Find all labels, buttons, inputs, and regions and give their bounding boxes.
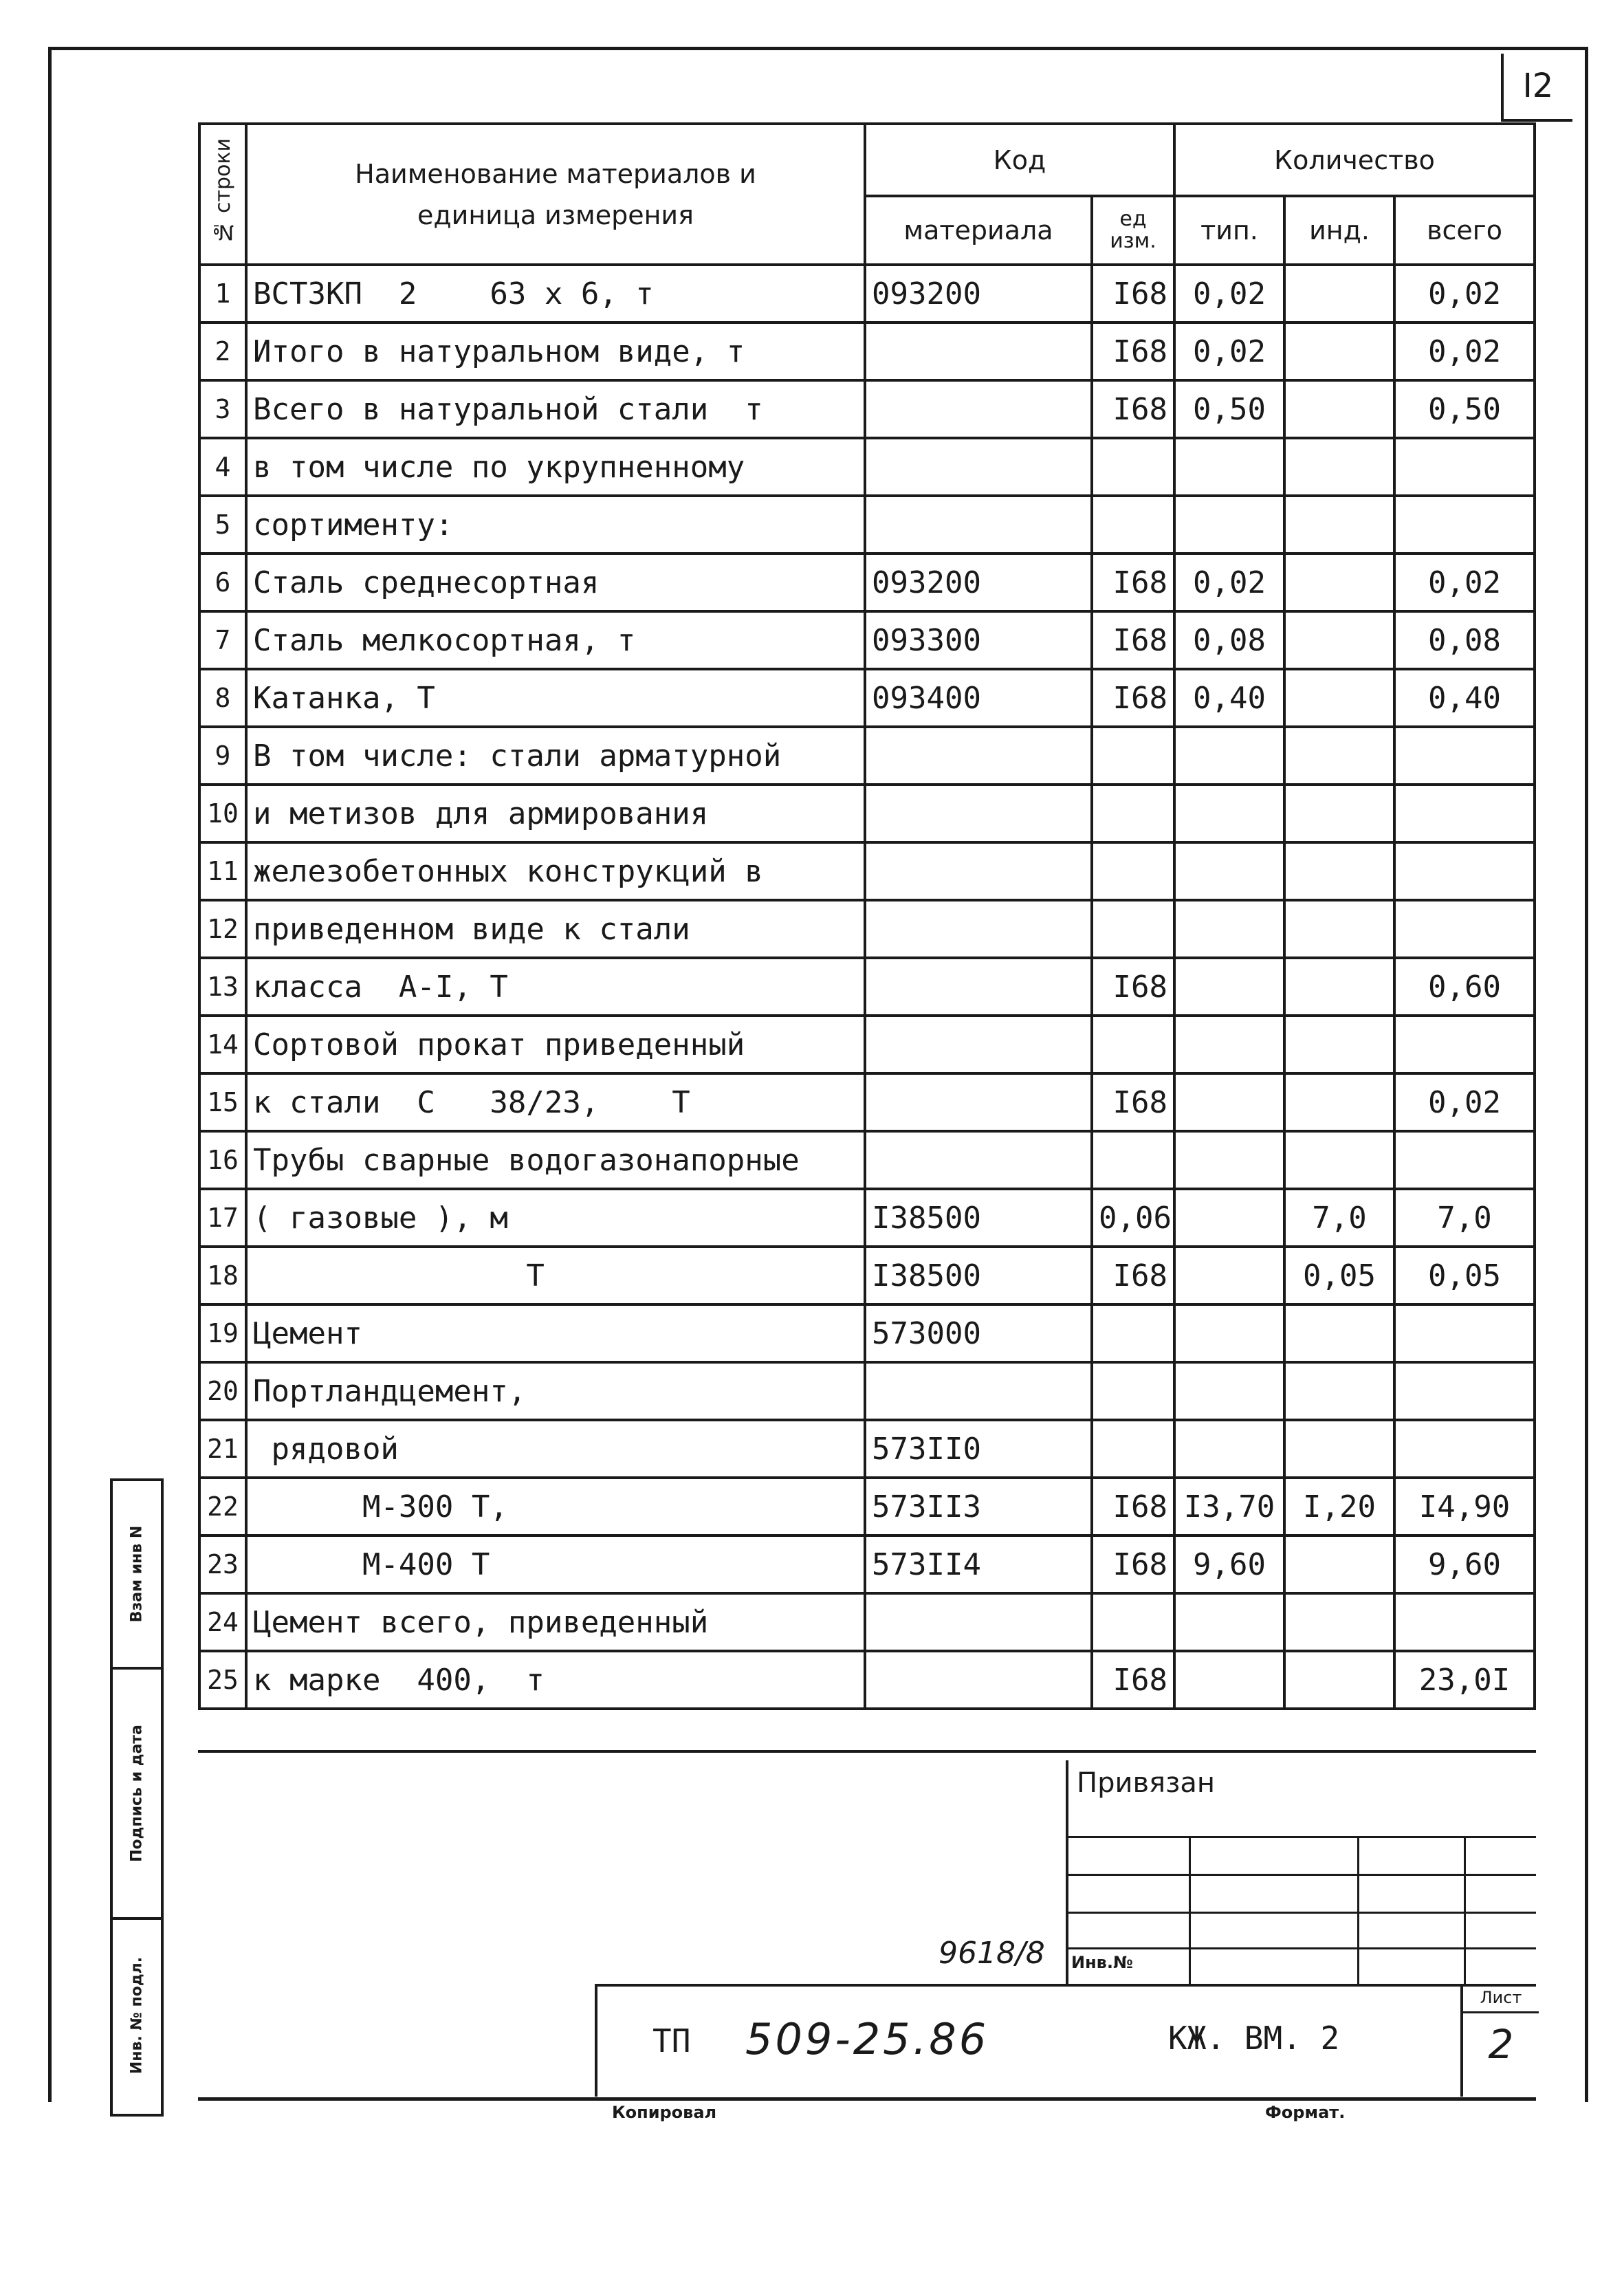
title-block <box>595 1984 1536 2097</box>
materials-table <box>198 122 1536 1710</box>
row-qty-typ <box>1174 900 1284 958</box>
row-qty-total: 0,05 <box>1394 1247 1535 1304</box>
frame-bottom-line <box>198 2097 1536 2101</box>
row-name: ВСТ3КП 2 63 х 6, т <box>246 265 865 322</box>
side-zam-label: Взам инв N <box>128 1525 146 1623</box>
handwritten-number: 9618/8 <box>939 1936 1045 1971</box>
header-qty-total: всего <box>1394 196 1535 265</box>
row-qty-typ <box>1174 1131 1284 1189</box>
row-number: 15 <box>199 1073 246 1131</box>
row-qty-ind <box>1284 900 1394 958</box>
row-name: М-300 Т, <box>246 1478 865 1535</box>
row-qty-typ <box>1174 438 1284 496</box>
header-qty-group: Количество <box>1174 124 1535 196</box>
row-qty-total: 7,0 <box>1394 1189 1535 1247</box>
row-qty-ind <box>1284 1535 1394 1593</box>
row-qty-typ <box>1174 1016 1284 1073</box>
row-name: М-400 Т <box>246 1535 865 1593</box>
table-row <box>199 1189 1535 1247</box>
row-qty-ind <box>1284 438 1394 496</box>
row-qty-typ <box>1174 727 1284 785</box>
stamp-divider <box>1189 1836 1191 1984</box>
row-unit <box>1092 1016 1174 1073</box>
side-sign-cell <box>113 1670 161 1920</box>
header-qty-ind: инд. <box>1284 196 1394 265</box>
row-number: 1 <box>199 265 246 322</box>
table-row <box>199 1362 1535 1420</box>
row-unit: 0,06 <box>1092 1189 1174 1247</box>
row-code: 573II3 <box>865 1478 1092 1535</box>
row-qty-typ: 0,02 <box>1174 265 1284 322</box>
row-qty-typ: 0,50 <box>1174 380 1284 438</box>
row-code <box>865 322 1092 380</box>
row-qty-typ <box>1174 1073 1284 1131</box>
table-row <box>199 1478 1535 1535</box>
row-qty-ind <box>1284 1362 1394 1420</box>
table-row <box>199 265 1535 322</box>
stamp-inv-label: Инв.№ <box>1071 1953 1133 1972</box>
row-unit <box>1092 1131 1174 1189</box>
row-unit: I68 <box>1092 1478 1174 1535</box>
row-qty-total <box>1394 1593 1535 1651</box>
row-qty-typ: 0,02 <box>1174 554 1284 611</box>
table-bottom-line <box>198 1750 1536 1753</box>
row-code <box>865 1362 1092 1420</box>
row-qty-total <box>1394 496 1535 554</box>
row-qty-typ <box>1174 1304 1284 1362</box>
row-qty-ind <box>1284 554 1394 611</box>
row-code <box>865 900 1092 958</box>
row-qty-typ <box>1174 1593 1284 1651</box>
side-inv-cell <box>113 1920 161 2111</box>
row-qty-ind <box>1284 1420 1394 1478</box>
sheet-number: I2 <box>1501 54 1572 122</box>
footer-format: Формат. <box>1265 2103 1346 2122</box>
row-number: 6 <box>199 554 246 611</box>
row-qty-ind <box>1284 958 1394 1016</box>
row-qty-total: 0,02 <box>1394 265 1535 322</box>
row-qty-total <box>1394 1304 1535 1362</box>
document-mark: КЖ. ВМ. 2 <box>1168 2020 1340 2057</box>
row-qty-typ: 9,60 <box>1174 1535 1284 1593</box>
row-name: Катанка, Т <box>246 669 865 727</box>
row-qty-ind <box>1284 842 1394 900</box>
row-qty-typ <box>1174 785 1284 842</box>
row-qty-ind <box>1284 669 1394 727</box>
row-qty-typ <box>1174 958 1284 1016</box>
row-number: 12 <box>199 900 246 958</box>
row-number: 9 <box>199 727 246 785</box>
row-name: Всего в натуральной стали т <box>246 380 865 438</box>
row-unit: I68 <box>1092 554 1174 611</box>
row-qty-ind: I,20 <box>1284 1478 1394 1535</box>
table-row <box>199 1535 1535 1593</box>
stamp-line <box>1068 1912 1536 1914</box>
row-qty-ind <box>1284 1593 1394 1651</box>
row-code <box>865 438 1092 496</box>
row-qty-typ: I3,70 <box>1174 1478 1284 1535</box>
row-unit: I68 <box>1092 669 1174 727</box>
row-code <box>865 727 1092 785</box>
row-unit: I68 <box>1092 265 1174 322</box>
table-row <box>199 1131 1535 1189</box>
row-unit <box>1092 900 1174 958</box>
table-row <box>199 727 1535 785</box>
row-number: 7 <box>199 611 246 669</box>
row-code <box>865 785 1092 842</box>
row-qty-total: 9,60 <box>1394 1535 1535 1593</box>
row-unit: I68 <box>1092 322 1174 380</box>
row-qty-ind <box>1284 611 1394 669</box>
row-unit <box>1092 496 1174 554</box>
row-code: 573II0 <box>865 1420 1092 1478</box>
row-qty-ind <box>1284 265 1394 322</box>
row-number: 4 <box>199 438 246 496</box>
row-unit: I68 <box>1092 1651 1174 1709</box>
row-name: Цемент <box>246 1304 865 1362</box>
document-number: 509-25.86 <box>745 2014 989 2064</box>
header-rownum: № строки <box>199 124 246 265</box>
table-row <box>199 554 1535 611</box>
binding-stamp <box>1066 1760 1536 1984</box>
row-number: 18 <box>199 1247 246 1304</box>
footer-copied: Копировал <box>612 2103 717 2122</box>
row-qty-total <box>1394 1362 1535 1420</box>
table-row <box>199 611 1535 669</box>
row-qty-ind: 0,05 <box>1284 1247 1394 1304</box>
row-qty-total: 0,60 <box>1394 958 1535 1016</box>
row-name: и метизов для армирования <box>246 785 865 842</box>
row-unit <box>1092 1593 1174 1651</box>
row-name: в том числе по укрупненному <box>246 438 865 496</box>
row-number: 21 <box>199 1420 246 1478</box>
row-qty-total: 0,02 <box>1394 554 1535 611</box>
row-qty-typ: 0,02 <box>1174 322 1284 380</box>
row-name: Портландцемент, <box>246 1362 865 1420</box>
stamp-line <box>1068 1947 1536 1949</box>
row-code: 093300 <box>865 611 1092 669</box>
row-qty-total <box>1394 842 1535 900</box>
row-code: 093400 <box>865 669 1092 727</box>
row-name: Сталь среднесортная <box>246 554 865 611</box>
title-prefix: ТП <box>652 2022 691 2059</box>
row-code <box>865 1131 1092 1189</box>
table-row <box>199 1651 1535 1709</box>
row-name: В том числе: стали арматурной <box>246 727 865 785</box>
row-number: 8 <box>199 669 246 727</box>
side-inv-label: Инв. № подл. <box>128 1956 146 2075</box>
row-code: 093200 <box>865 265 1092 322</box>
row-name: приведенном виде к стали <box>246 900 865 958</box>
table-row <box>199 900 1535 958</box>
table-row <box>199 1073 1535 1131</box>
row-code <box>865 842 1092 900</box>
row-unit <box>1092 727 1174 785</box>
row-qty-ind <box>1284 785 1394 842</box>
header-code-group: Код <box>865 124 1174 196</box>
side-stamp <box>110 1478 164 2117</box>
row-qty-ind <box>1284 322 1394 380</box>
row-qty-total: 0,40 <box>1394 669 1535 727</box>
row-number: 19 <box>199 1304 246 1362</box>
row-number: 16 <box>199 1131 246 1189</box>
table-row <box>199 1593 1535 1651</box>
row-name: Итого в натуральном виде, т <box>246 322 865 380</box>
row-number: 22 <box>199 1478 246 1535</box>
row-name: железобетонных конструкций в <box>246 842 865 900</box>
row-number: 5 <box>199 496 246 554</box>
side-sign-label: Подпись и дата <box>128 1725 146 1862</box>
table-row <box>199 1016 1535 1073</box>
row-qty-ind: 7,0 <box>1284 1189 1394 1247</box>
stamp-line <box>1068 1874 1536 1876</box>
row-code: 093200 <box>865 554 1092 611</box>
row-qty-typ <box>1174 1420 1284 1478</box>
row-unit <box>1092 1420 1174 1478</box>
row-name: Трубы сварные водогазонапорные <box>246 1131 865 1189</box>
row-qty-total <box>1394 727 1535 785</box>
row-qty-typ <box>1174 1189 1284 1247</box>
table-row <box>199 322 1535 380</box>
row-unit: I68 <box>1092 1247 1174 1304</box>
row-code <box>865 380 1092 438</box>
table-row <box>199 842 1535 900</box>
row-code: I38500 <box>865 1247 1092 1304</box>
row-code <box>865 1016 1092 1073</box>
row-number: 2 <box>199 322 246 380</box>
row-name: Т <box>246 1247 865 1304</box>
table-row <box>199 1304 1535 1362</box>
row-qty-ind <box>1284 727 1394 785</box>
row-qty-ind <box>1284 1651 1394 1709</box>
row-qty-typ <box>1174 1651 1284 1709</box>
row-unit: I68 <box>1092 1073 1174 1131</box>
header-code-unit: ед изм. <box>1092 196 1174 265</box>
row-qty-typ <box>1174 842 1284 900</box>
stamp-divider <box>1357 1836 1359 1984</box>
row-qty-typ: 0,40 <box>1174 669 1284 727</box>
table-row <box>199 380 1535 438</box>
row-number: 17 <box>199 1189 246 1247</box>
row-qty-typ: 0,08 <box>1174 611 1284 669</box>
row-code <box>865 1073 1092 1131</box>
row-code <box>865 1593 1092 1651</box>
row-number: 23 <box>199 1535 246 1593</box>
row-qty-total <box>1394 1131 1535 1189</box>
row-qty-ind <box>1284 1073 1394 1131</box>
sheet-value: 2 <box>1488 2021 1514 2068</box>
row-number: 24 <box>199 1593 246 1651</box>
row-name: сортименту: <box>246 496 865 554</box>
row-qty-total: 0,02 <box>1394 322 1535 380</box>
row-code <box>865 496 1092 554</box>
row-name: Сталь мелкосортная, т <box>246 611 865 669</box>
row-qty-total: 0,08 <box>1394 611 1535 669</box>
row-name: Сортовой прокат приведенный <box>246 1016 865 1073</box>
row-qty-total <box>1394 438 1535 496</box>
header-code-material: материала <box>865 196 1092 265</box>
row-qty-total: 0,50 <box>1394 380 1535 438</box>
row-code: I38500 <box>865 1189 1092 1247</box>
row-qty-total: I4,90 <box>1394 1478 1535 1535</box>
row-qty-typ <box>1174 496 1284 554</box>
row-unit <box>1092 1362 1174 1420</box>
table-row <box>199 438 1535 496</box>
row-number: 13 <box>199 958 246 1016</box>
row-qty-total <box>1394 1420 1535 1478</box>
row-unit <box>1092 1304 1174 1362</box>
row-qty-total <box>1394 1016 1535 1073</box>
row-name: Цемент всего, приведенный <box>246 1593 865 1651</box>
row-qty-typ <box>1174 1362 1284 1420</box>
stamp-divider <box>1464 1836 1466 1984</box>
row-unit <box>1092 785 1174 842</box>
table-row <box>199 496 1535 554</box>
row-number: 20 <box>199 1362 246 1420</box>
table-row <box>199 785 1535 842</box>
stamp-line <box>1068 1836 1536 1838</box>
row-qty-ind <box>1284 496 1394 554</box>
row-number: 11 <box>199 842 246 900</box>
table-row <box>199 958 1535 1016</box>
row-qty-total: 0,02 <box>1394 1073 1535 1131</box>
sheet-box <box>1460 1987 1539 2097</box>
row-qty-total <box>1394 900 1535 958</box>
row-qty-ind <box>1284 380 1394 438</box>
header-name: Наименование материалов и единица измерения <box>246 124 865 265</box>
row-name: рядовой <box>246 1420 865 1478</box>
row-unit <box>1092 842 1174 900</box>
row-number: 14 <box>199 1016 246 1073</box>
row-unit: I68 <box>1092 611 1174 669</box>
row-code: 573II4 <box>865 1535 1092 1593</box>
row-unit: I68 <box>1092 958 1174 1016</box>
row-code <box>865 1651 1092 1709</box>
row-unit: I68 <box>1092 380 1174 438</box>
row-number: 10 <box>199 785 246 842</box>
row-unit <box>1092 438 1174 496</box>
row-qty-ind <box>1284 1131 1394 1189</box>
row-qty-typ <box>1174 1247 1284 1304</box>
table-row <box>199 1420 1535 1478</box>
row-number: 3 <box>199 380 246 438</box>
header-qty-typ: тип. <box>1174 196 1284 265</box>
row-name: к марке 400, т <box>246 1651 865 1709</box>
row-qty-ind <box>1284 1016 1394 1073</box>
table-row <box>199 1247 1535 1304</box>
table-row <box>199 669 1535 727</box>
row-unit: I68 <box>1092 1535 1174 1593</box>
row-code <box>865 958 1092 1016</box>
sheet-label: Лист <box>1463 1988 1539 2013</box>
stamp-title: Привязан <box>1077 1767 1216 1799</box>
side-zam-cell <box>113 1481 161 1670</box>
row-qty-total: 23,0I <box>1394 1651 1535 1709</box>
row-name: ( газовые ), м <box>246 1189 865 1247</box>
row-qty-ind <box>1284 1304 1394 1362</box>
row-name: к стали С 38/23, Т <box>246 1073 865 1131</box>
row-qty-total <box>1394 785 1535 842</box>
row-name: класса А-I, Т <box>246 958 865 1016</box>
row-number: 25 <box>199 1651 246 1709</box>
row-code: 573000 <box>865 1304 1092 1362</box>
